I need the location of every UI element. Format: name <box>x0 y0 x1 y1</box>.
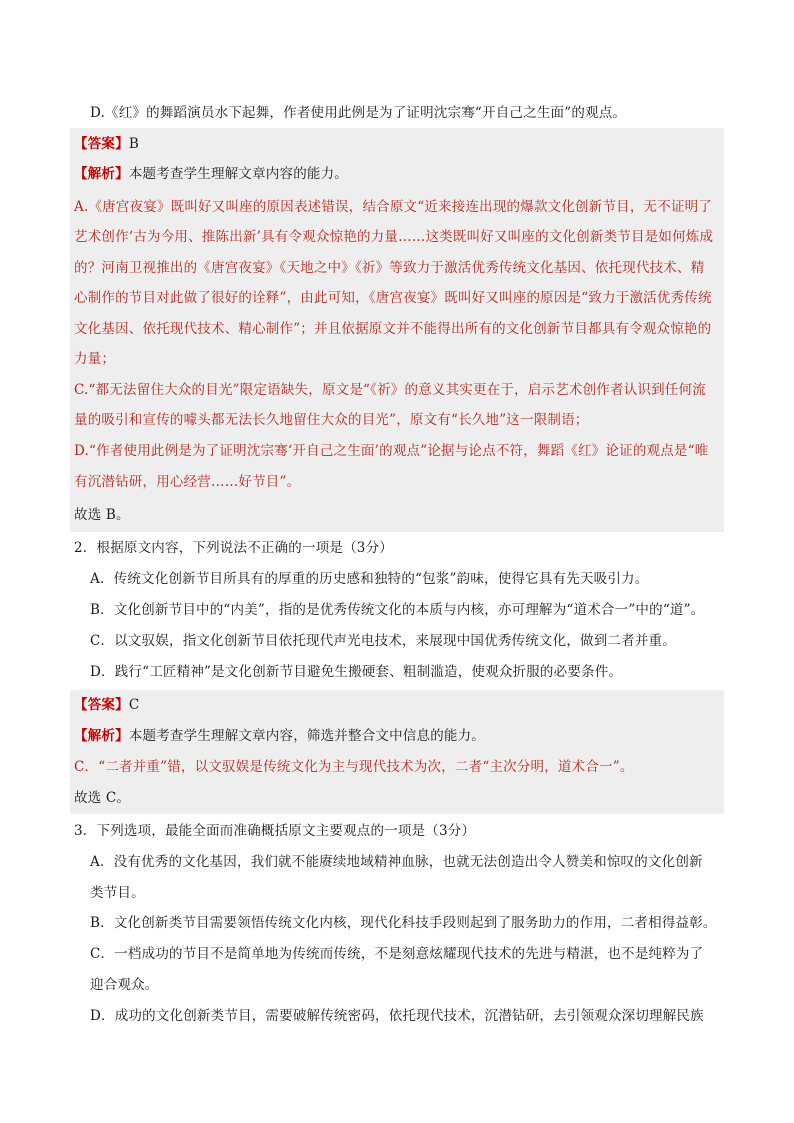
analysis-intro: 本题考查学生理解文章内容的能力。 <box>128 166 349 182</box>
analysis-tag: 【解析】 <box>74 728 129 744</box>
q2-answer-panel <box>70 690 724 814</box>
q1-analysis-line: 力量； <box>74 351 116 367</box>
q2-answer <box>74 695 139 715</box>
q2-option-a: A．传统文化创新节目所具有的厚重的历史感和独特的“包浆”韵味，使得它具有先天吸引力。 <box>90 571 649 587</box>
answer-tag: 【答案】 <box>74 697 129 713</box>
q1-conclusion: 故选 B。 <box>74 507 130 523</box>
q2-conclusion: 故选 C。 <box>74 790 131 806</box>
q2-analysis-heading <box>74 726 485 746</box>
q2-analysis-line: C．“二者并重”错，以文驭娱是传统文化为主与现代技术为次，二者“主次分明，道术合一”。 <box>74 759 634 775</box>
q1-answer <box>74 134 139 154</box>
q1-analysis-line: 有沉潜钻研，用心经营……好节目”。 <box>74 474 301 490</box>
analysis-intro: 本题考查学生理解文章内容，筛选并整合文中信息的能力。 <box>128 728 486 744</box>
q1-analysis-line: D.“作者使用此例是为了证明沈宗骞‘开自己之生面’的观点”论据与论点不符，舞蹈《红》论证的观点是“唯 <box>74 443 709 459</box>
q1-analysis-line: A.《唐宫夜宴》既叫好又叫座的原因表述错误，结合原文“近来接连出现的爆款文化创新节目，无不证明了 <box>74 199 713 215</box>
q3-option-line: D．成功的文化创新类节目，需要破解传统密码，依托现代技术，沉潜钻研，去引领观众深切理解民族 <box>90 1008 704 1024</box>
answer-tag: 【答案】 <box>74 136 129 152</box>
q2-stem: 2．根据原文内容，下列说法不正确的一项是（3分） <box>74 540 393 556</box>
q1-analysis-line: 量的吸引和宣传的噱头都无法长久地留住大众的目光”，原文有“长久地”这一限制语； <box>74 412 589 428</box>
q1-analysis-line: 的？河南卫视推出的《唐宫夜宴》《天地之中》《祈》等致力于激活优秀传统文化基因、依托现代技术、精 <box>74 260 705 276</box>
q1-option-d: D.《红》的舞蹈演员水下起舞，作者使用此例是为了证明沈宗骞“开自己之生面”的观点。 <box>90 105 627 121</box>
q3-option-line: A．没有优秀的文化基因，我们就不能赓续地域精神血脉，也就无法创造出令人赞美和惊叹的文化创新 <box>90 854 703 870</box>
answer-value: B <box>128 136 139 152</box>
q1-analysis-line: 心制作的节目对此做了很好的诠释”，由此可知，《唐宫夜宴》既叫好又叫座的原因是“致力于激活优秀传统 <box>74 290 712 306</box>
q1-analysis-line: 艺术创作‘古为今用、推陈出新’具有令观众惊艳的力量……这类既叫好又叫座的文化创新类节目是如何炼成 <box>74 229 714 245</box>
q3-stem: 3．下列选项，最能全面而准确概括原文主要观点的一项是（3分） <box>74 823 476 839</box>
q1-analysis-line: 文化基因、依托现代技术、精心制作”；并且依据原文并不能得出所有的文化创新节目都具有令观众惊艳的 <box>74 321 712 337</box>
q2-option-c: C．以文驭娱，指文化创新节目依托现代声光电技术，来展现中国优秀传统文化，做到二者并重。 <box>90 633 676 649</box>
q3-option-line: 类节目。 <box>90 885 145 901</box>
q1-analysis-line: C.“都无法留住大众的目光”限定语缺失，原文是“《祈》的意义其实更在于，启示艺术创作者认识到任何流 <box>74 382 706 398</box>
q2-option-b: B．文化创新节目中的“内美”，指的是优秀传统文化的本质与内核，亦可理解为“道术合一”中的“道”。 <box>90 602 705 618</box>
answer-value: C <box>128 697 140 713</box>
q1-analysis-heading <box>74 164 348 184</box>
q3-option-line: B．文化创新类节目需要领悟传统文化内核，现代化科技手段则起到了服务助力的作用，二者相得益彰。 <box>90 915 717 931</box>
q2-option-d: D．践行“工匠精神”是文化创新节目避免生搬硬套、粗制滥造，使观众折服的必要条件。 <box>90 664 623 680</box>
q3-option-line: 迎合观众。 <box>90 977 159 993</box>
q3-option-line: C．一档成功的节目不是简单地为传统而传统，不是刻意炫耀现代技术的先进与精湛，也不是纯粹为了 <box>90 946 704 962</box>
analysis-tag: 【解析】 <box>74 166 129 182</box>
